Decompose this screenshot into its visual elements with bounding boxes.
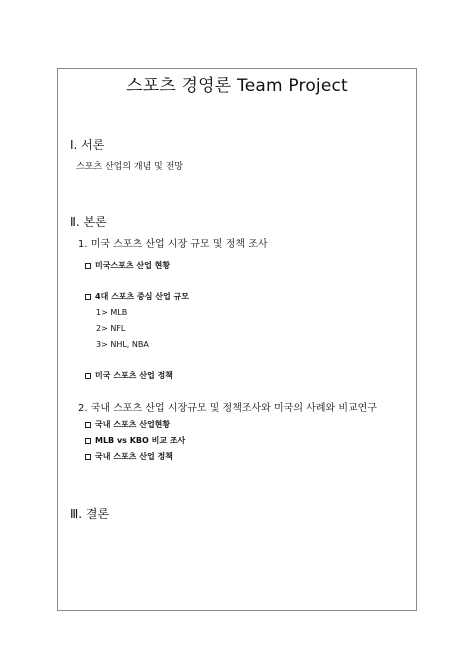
list-item-label: MLB vs KBO 비교 조사 — [95, 436, 186, 445]
checkbox-icon — [85, 454, 91, 460]
checkbox-icon — [85, 263, 91, 269]
document-title: 스포츠 경영론 Team Project — [126, 76, 348, 96]
list-item-label: 국내 스포츠 산업 정책 — [95, 452, 173, 461]
section-heading-intro: Ⅰ. 서론 — [70, 138, 105, 152]
sub-item-nhl-nba: 3> NHL, NBA — [96, 340, 149, 349]
list-item-label: 국내 스포츠 산업현황 — [95, 420, 171, 429]
list-item — [85, 372, 173, 380]
list-item — [85, 421, 170, 429]
list-item-label: 미국스포츠 산업 현황 — [95, 261, 171, 270]
list-item — [85, 262, 170, 270]
body-part1-heading: 1. 미국 스포츠 산업 시장 규모 및 정책 조사 — [78, 239, 268, 250]
checkbox-icon — [85, 422, 91, 428]
list-item — [85, 437, 185, 445]
list-item-label: 미국 스포츠 산업 정책 — [95, 371, 173, 380]
list-item-label: 4대 스포츠 중심 산업 규모 — [95, 292, 189, 301]
intro-text: 스포츠 산업의 개념 및 전망 — [76, 162, 184, 172]
checkbox-icon — [85, 438, 91, 444]
section-heading-conclusion: Ⅲ. 결론 — [70, 507, 110, 521]
sub-item-nfl: 2> NFL — [96, 324, 126, 333]
checkbox-icon — [85, 373, 91, 379]
section-heading-body: Ⅱ. 본론 — [70, 215, 107, 229]
sub-item-mlb: 1> MLB — [96, 308, 128, 317]
list-item — [85, 293, 189, 301]
body-part2-heading: 2. 국내 스포츠 산업 시장규모 및 정책조사와 미국의 사례와 비교연구 — [78, 403, 377, 414]
checkbox-icon — [85, 294, 91, 300]
list-item — [85, 453, 173, 461]
